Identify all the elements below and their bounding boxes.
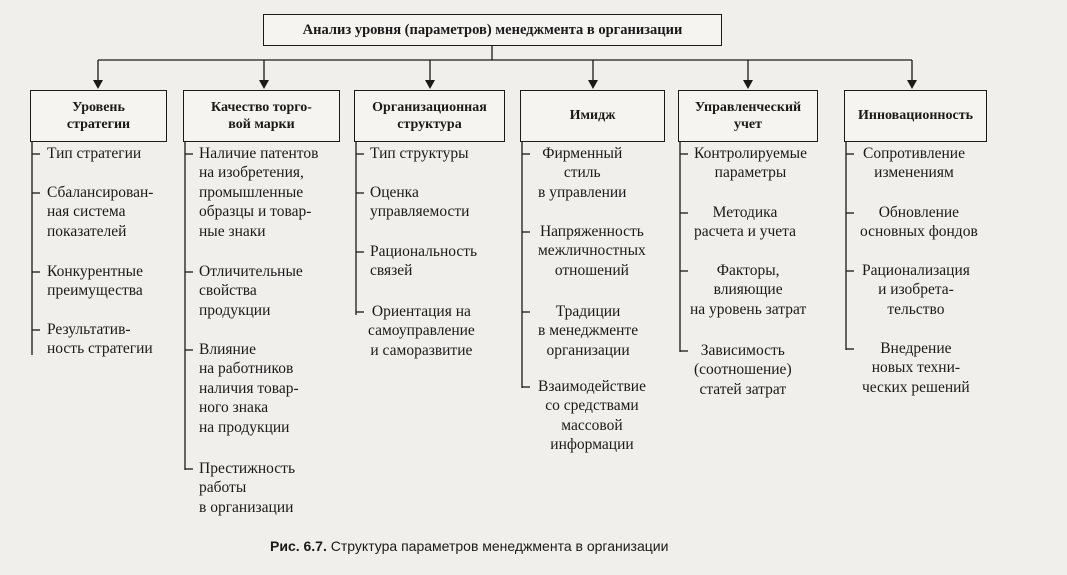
list-item: Ориентация на самоуправление и саморазвитие — [368, 303, 475, 359]
figure-caption-text: Структура параметров менеджмента в организации — [326, 538, 669, 554]
list-item: Наличие патентов на изобретения, промышленные образцы и товар- ные знаки — [199, 145, 319, 240]
category-box-org-structure: Организационная структура — [354, 90, 505, 142]
list-item: Внедрение новых техни- ческих решений — [862, 340, 970, 396]
list-item: Престижность работы в организации — [199, 460, 296, 516]
list-item: Сбалансирован- ная система показателей — [47, 184, 154, 240]
list-item: Отличительные свойства продукции — [199, 263, 303, 319]
list-item: Зависимость (соотношение) статей затрат — [694, 342, 792, 398]
figure-caption — [270, 538, 668, 554]
list-item: Традиции в менеджменте организации — [538, 303, 639, 359]
list-item: Факторы, влияющие на уровень затрат — [690, 262, 807, 318]
list-item: Рационализация и изобрета- тельство — [862, 262, 970, 318]
list-item: Рациональность связей — [370, 243, 478, 280]
list-item: Сопротивление изменениям — [863, 145, 965, 182]
figure-caption-label: Рис. 6.7. — [270, 538, 327, 554]
category-box-brand-quality: Качество торго- вой марки — [183, 90, 340, 142]
category-box-strategy: Уровень стратегии — [30, 90, 167, 142]
list-item: Обновление основных фондов — [860, 204, 978, 241]
root-box: Анализ уровня (параметров) менеджмента в организации — [263, 14, 722, 46]
list-item: Фирменный стиль в управлении — [538, 145, 627, 201]
category-box-image: Имидж — [520, 90, 665, 142]
list-item: Влияние на работников наличия товар- ного знака на продукции — [199, 341, 299, 436]
list-item: Методика расчета и учета — [694, 204, 797, 241]
category-box-innovation: Инновационность — [844, 90, 987, 142]
list-item: Конкурентные преимущества — [47, 263, 143, 300]
list-item: Тип структуры — [370, 145, 469, 162]
list-item: Результатив- ность стратегии — [47, 321, 153, 358]
list-item: Тип стратегии — [47, 145, 142, 162]
list-item: Контролируемые параметры — [694, 145, 807, 182]
list-item: Напряженность межличностных отношений — [538, 223, 646, 279]
category-box-management-accounting: Управленческий учет — [678, 90, 818, 142]
category-arrows — [93, 60, 917, 89]
list-item: Оценка управляемости — [370, 184, 470, 221]
list-item: Взаимодействие со средствами массовой информации — [538, 378, 646, 454]
